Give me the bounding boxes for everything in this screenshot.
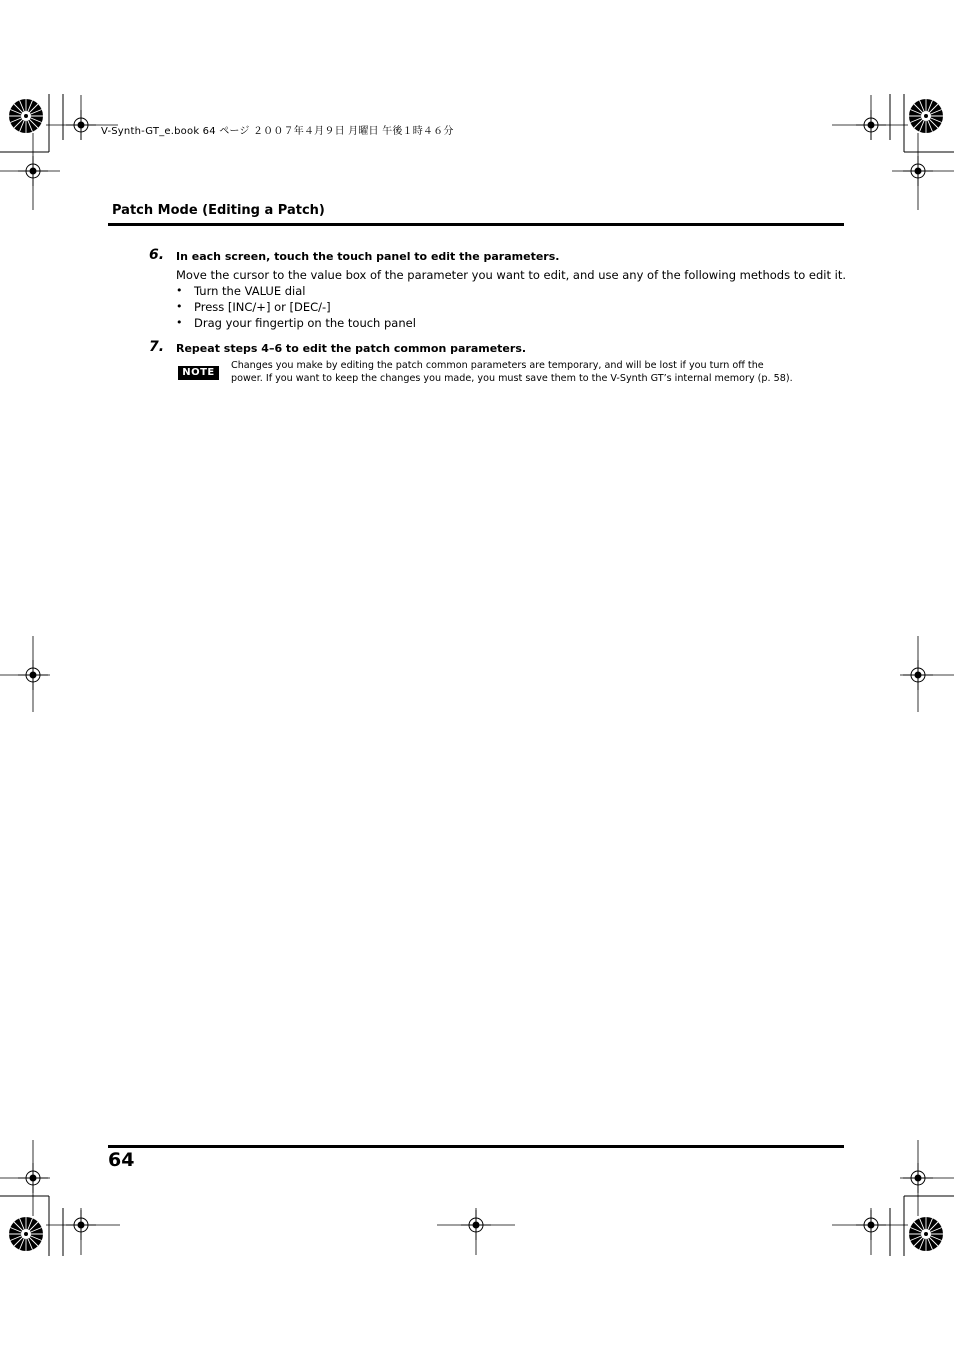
step-6-heading: In each screen, touch the touch panel to edit the parameters. [176, 250, 560, 263]
note-badge: NOTE [178, 366, 219, 380]
bullet-dot: • [176, 300, 183, 313]
star-target-icon [8, 98, 44, 134]
note-line: power. If you want to keep the changes you made, you must save them to the V-Synth GT’s internal memory (p. 58). [231, 373, 793, 384]
file-slug-header: V-Synth-GT_e.book 64 ページ ２００７年４月９日 月曜日 午後１時４６分 [101, 126, 454, 137]
bullet-dot: • [176, 284, 183, 297]
bullet-text: Drag your fingertip on the touch panel [194, 316, 416, 330]
section-title: Patch Mode (Editing a Patch) [112, 203, 325, 218]
footer-rule [108, 1145, 844, 1148]
bullet-dot: • [176, 316, 183, 329]
note-line: Changes you make by editing the patch common parameters are temporary, and will be lost if you turn off the [231, 360, 764, 371]
bullet-text: Turn the VALUE dial [194, 284, 306, 298]
bullet-text: Press [INC/+] or [DEC/-] [194, 300, 331, 314]
star-target-icon [8, 1216, 44, 1252]
step-7-number: 7. [149, 339, 165, 355]
step-6-body: Move the cursor to the value box of the parameter you want to edit, and use any of the following methods to edit it. [176, 268, 847, 282]
step-6-number: 6. [149, 247, 165, 263]
star-target-icon [908, 1216, 944, 1252]
step-7-heading: Repeat steps 4–6 to edit the patch common parameters. [176, 342, 527, 355]
page-number: 64 [108, 1149, 135, 1171]
header-rule [108, 223, 844, 226]
star-target-icon [908, 98, 944, 134]
